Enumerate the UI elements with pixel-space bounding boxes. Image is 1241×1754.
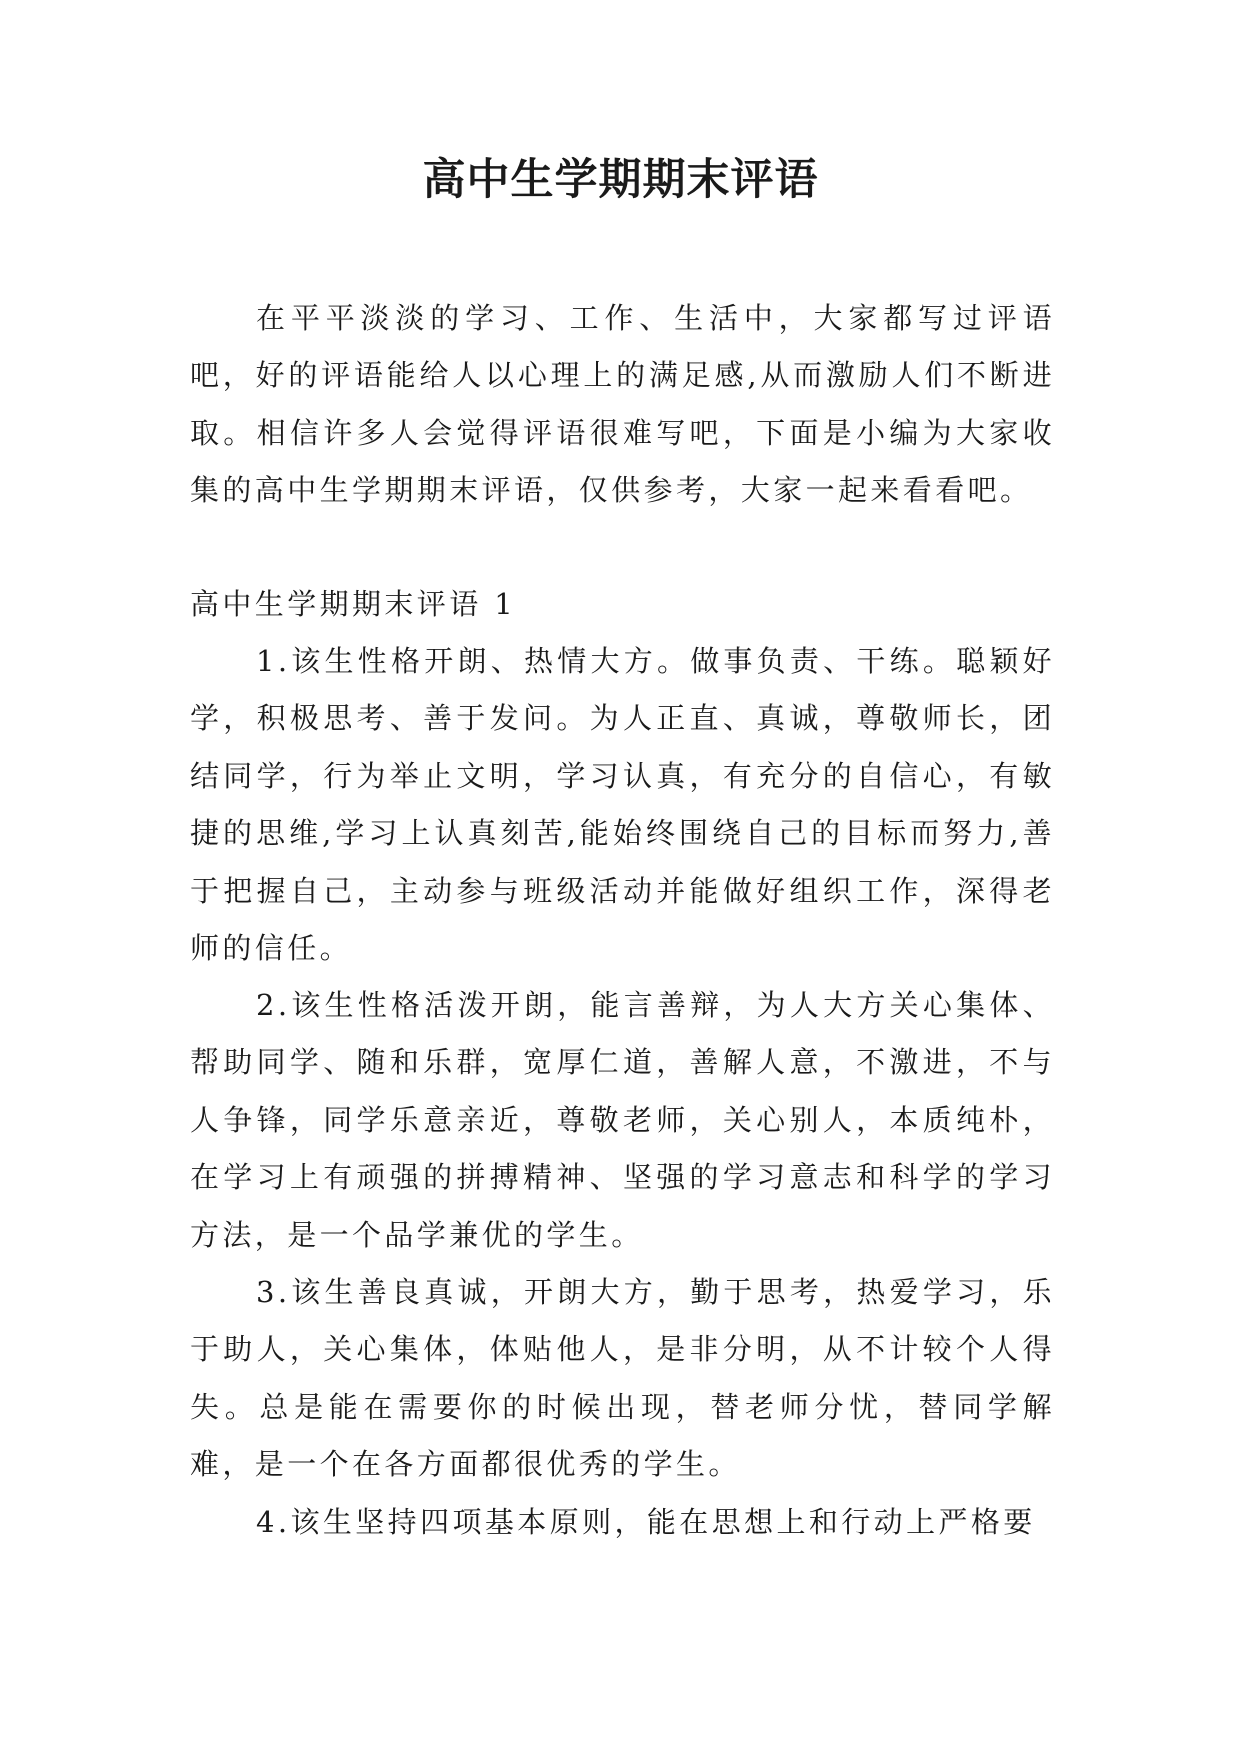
document-title: 高中生学期期末评语 — [422, 155, 819, 205]
section-heading: 高中生学期期末评语 1 — [190, 587, 517, 621]
comment-item-4: 4.该生坚持四项基本原则，能在思想上和行动上严格要 — [256, 1505, 1036, 1539]
comment-item-1: 1.该生性格开朗、热情大方。做事负责、干练。聪颖好学，积极思考、善于发问。为人正直、真诚，尊敬师长，团结同学，行为举止文明，学习认真，有充分的自信心，有敏捷的思维,学习上认真刻苦,能始终围绕自己的目标而努力,善于把握自己，主动参与班级活动并能做好组织工作，深得老师的信任。 — [190, 644, 1055, 966]
intro-paragraph: 在平平淡淡的学习、工作、生活中，大家都写过评语吧，好的评语能给人以心理上的满足感,从而激励人们不断进取。相信许多人会觉得评语很难写吧，下面是小编为大家收集的高中生学期期末评语，仅供参考，大家一起来看看吧。 — [190, 301, 1055, 508]
comment-item-2: 2.该生性格活泼开朗，能言善辩，为人大方关心集体、帮助同学、随和乐群，宽厚仁道，善解人意，不激进，不与人争锋，同学乐意亲近，尊敬老师，关心别人，本质纯朴，在学习上有顽强的拼搏精神、坚强的学习意志和科学的学习方法，是一个品学兼优的学生。 — [190, 988, 1055, 1252]
comment-item-3: 3.该生善良真诚，开朗大方，勤于思考，热爱学习，乐于助人，关心集体，体贴他人，是非分明，从不计较个人得失。总是能在需要你的时候出现，替老师分忧，替同学解难，是一个在各方面都很优秀的学生。 — [190, 1275, 1055, 1482]
